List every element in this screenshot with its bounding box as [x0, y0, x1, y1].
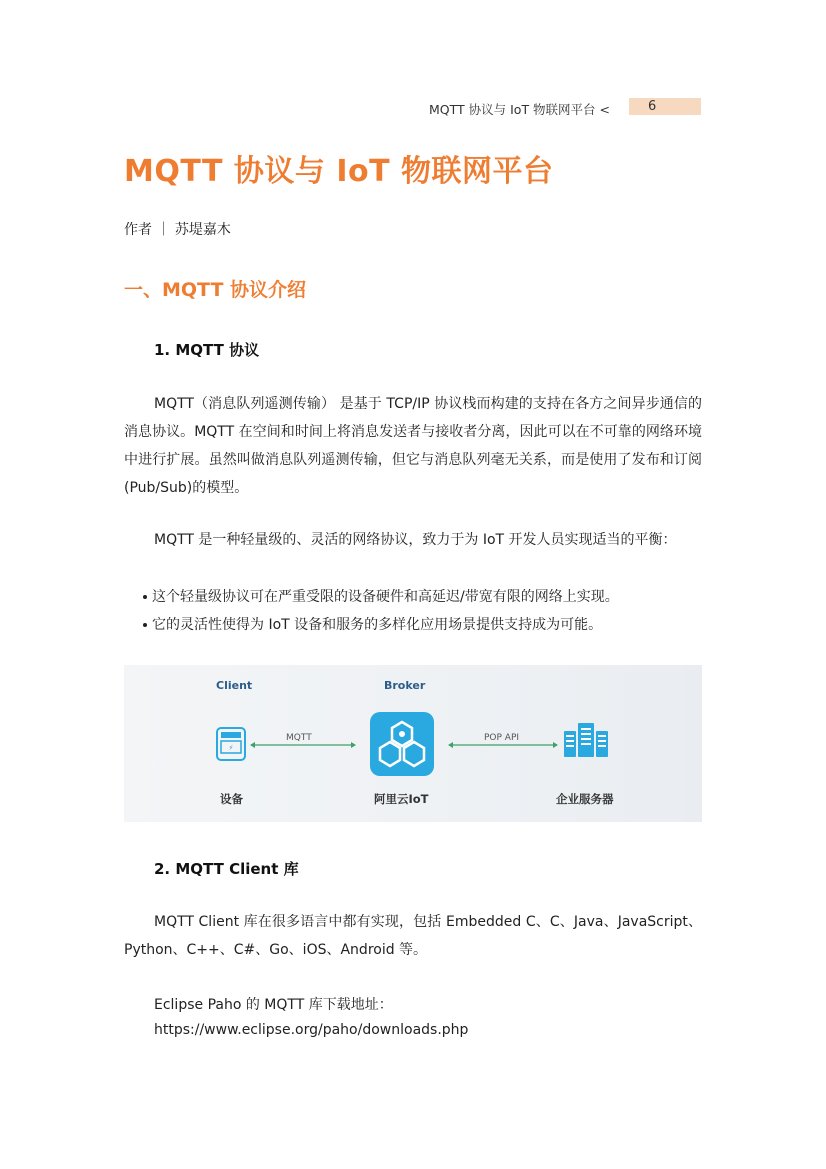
bullet-text: 这个轻量级协议可在严重受限的设备硬件和高延迟/带宽有限的网络上实现。 — [152, 589, 619, 605]
bullet-item — [143, 614, 602, 634]
page-number-box — [629, 98, 701, 115]
mqtt-edge-label: MQTT — [286, 733, 312, 743]
bullet-item — [143, 586, 619, 606]
device-label: 设备 — [220, 792, 243, 806]
aliyun-iot-icon — [370, 712, 434, 776]
article-title: MQTT 协议与 IoT 物联网平台 — [124, 154, 554, 189]
bullet-text: 它的灵活性使得为 IoT 设备和服务的多样化应用场景提供支持成为可能。 — [152, 617, 603, 633]
client-label: Client — [216, 679, 253, 692]
pop-api-edge-label: POP API — [484, 733, 520, 743]
broker-label: Broker — [384, 679, 426, 692]
bullet-dot — [143, 595, 147, 599]
paragraph-mqtt-intro: MQTT（消息队列遥测传输） 是基于 TCP/IP 协议栈而构建的支持在各方之间异步通信的消息协议。MQTT 在空间和时间上将消息发送者与接收者分离，因此可以在不可靠的网络环境中进行扩展。虽然叫做消息队列遥测传输，但它与消息队列毫无关系，而是使用了发布和订阅(Pub/Sub)的模型。 — [124, 396, 702, 496]
page-number: 6 — [648, 99, 657, 114]
device-icon — [216, 727, 246, 761]
svg-text:⚡: ⚡ — [228, 744, 234, 752]
subsection-heading-mqtt-protocol: 1. MQTT 协议 — [154, 341, 260, 359]
author-line: 作者 ｜ 苏堤嘉木 — [124, 222, 231, 238]
server-icon — [564, 723, 610, 759]
section-heading: 一、MQTT 协议介绍 — [124, 279, 307, 301]
paho-download-label: Eclipse Paho 的 MQTT 库下载地址： — [154, 997, 393, 1013]
aliyun-iot-label: 阿里云IoT — [374, 792, 429, 806]
bullet-dot — [143, 623, 147, 627]
enterprise-server-label: 企业服务器 — [556, 792, 614, 806]
paragraph-client-libraries: MQTT Client 库在很多语言中都有实现，包括 Embedded C、C、Java、JavaScript、Python、C++、C#、Go、iOS、Android 等。 — [124, 914, 702, 958]
architecture-diagram — [124, 665, 702, 822]
paragraph-mqtt-balance: MQTT 是一种轻量级的、灵活的网络协议，致力于为 IoT 开发人员实现适当的平衡： — [154, 532, 677, 548]
subsection-heading-client-library: 2. MQTT Client 库 — [154, 860, 299, 878]
running-header — [0, 98, 826, 118]
paho-download-url[interactable]: https://www.eclipse.org/paho/downloads.php — [154, 1022, 469, 1038]
running-title: MQTT 协议与 IoT 物联网平台 < — [428, 102, 610, 117]
